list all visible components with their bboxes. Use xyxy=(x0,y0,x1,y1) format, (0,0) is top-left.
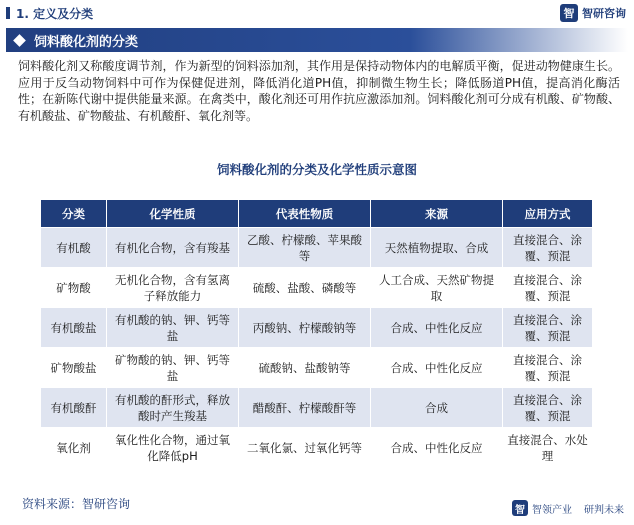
intro-paragraph: 饲料酸化剂又称酸度调节剂，作为新型的饲料添加剂，其作用是保持动物体内的电解质平衡，促进动物健康生长。应用于反刍动物饲料中可作为保健促进剂，降低消化道PH值，抑制微生物生长；降低肠道PH值，提高消化酶活性；在新陈代谢中提供能量来源。在禽类中，酸化剂还可用作抗应激添加剂。饲料酸化剂可分成有机酸、矿物酸、有机酸盐、矿物酸盐、有机酸酐、氧化剂等。 xyxy=(18,59,620,123)
page-heading: 饲料酸化剂的分类 xyxy=(34,34,139,50)
table-cell: 有机酸的钠、钾、钙等盐 xyxy=(107,308,239,348)
table-cell: 硫酸、盐酸、磷酸等 xyxy=(239,268,371,308)
footer-brand xyxy=(512,500,624,516)
table-cell: 丙酸钠、柠檬酸钠等 xyxy=(239,308,371,348)
table-row xyxy=(41,428,593,468)
table-cell: 二氧化氯、过氧化钙等 xyxy=(239,428,371,468)
table-cell: 直接混合、涂覆、预混 xyxy=(503,228,593,268)
table-cell: 氧化性化合物，通过氧化降低pH xyxy=(107,428,239,468)
header-representative-substance: 代表性物质 xyxy=(239,200,371,228)
table-cell: 直接混合、涂覆、预混 xyxy=(503,348,593,388)
table-cell: 矿物酸的钠、钾、钙等盐 xyxy=(107,348,239,388)
heading-bar xyxy=(6,28,628,52)
footer-slogan-right: 研判未来 xyxy=(584,504,624,516)
section-marker xyxy=(6,7,10,19)
table-cell: 有机酸的酐形式，释放酸时产生羧基 xyxy=(107,388,239,428)
table-cell: 合成、中性化反应 xyxy=(371,348,503,388)
table-cell: 硫酸钠、盐酸钠等 xyxy=(239,348,371,388)
table-title: 饲料酸化剂的分类及化学性质示意图 xyxy=(216,162,417,177)
table-row xyxy=(41,348,593,388)
header-category: 分类 xyxy=(41,200,107,228)
section-title: 1. 定义及分类 xyxy=(16,6,94,21)
zhiyan-logo-icon: 智 xyxy=(560,4,578,22)
table-row xyxy=(41,268,593,308)
source-note: 资料来源：智研咨询 xyxy=(22,497,131,511)
header-chemical-property: 化学性质 xyxy=(107,200,239,228)
table-cell: 天然植物提取、合成 xyxy=(371,228,503,268)
table-cell: 合成、中性化反应 xyxy=(371,308,503,348)
table-cell: 合成、中性化反应 xyxy=(371,428,503,468)
table-cell: 矿物酸 xyxy=(41,268,107,308)
classification-table xyxy=(40,199,593,468)
table-cell: 醋酸酐、柠檬酸酐等 xyxy=(239,388,371,428)
diamond-icon xyxy=(13,34,26,47)
table-cell: 直接混合、涂覆、预混 xyxy=(503,388,593,428)
table-row xyxy=(41,308,593,348)
footer-slogan-left: 智领产业 xyxy=(532,504,572,516)
header-source: 来源 xyxy=(371,200,503,228)
table-cell: 有机酸 xyxy=(41,228,107,268)
header-application: 应用方式 xyxy=(503,200,593,228)
table-cell: 乙酸、柠檬酸、苹果酸等 xyxy=(239,228,371,268)
top-bar xyxy=(0,0,634,26)
table-cell: 有机酸盐 xyxy=(41,308,107,348)
table-row xyxy=(41,388,593,428)
table-row xyxy=(41,228,593,268)
table-header-row xyxy=(41,200,593,228)
table-cell: 有机化合物，含有羧基 xyxy=(107,228,239,268)
table-cell: 直接混合、水处理 xyxy=(503,428,593,468)
table-cell: 矿物酸盐 xyxy=(41,348,107,388)
zhiyan-logo-icon: 智 xyxy=(512,500,528,516)
table-cell: 有机酸酐 xyxy=(41,388,107,428)
brand xyxy=(560,4,626,22)
table-cell: 氧化剂 xyxy=(41,428,107,468)
table-cell: 直接混合、涂覆、预混 xyxy=(503,268,593,308)
brand-name: 智研咨询 xyxy=(582,7,626,20)
table-cell: 直接混合、涂覆、预混 xyxy=(503,308,593,348)
table-cell: 合成 xyxy=(371,388,503,428)
table-cell: 无机化合物，含有氢离子释放能力 xyxy=(107,268,239,308)
table-cell: 人工合成、天然矿物提取 xyxy=(371,268,503,308)
